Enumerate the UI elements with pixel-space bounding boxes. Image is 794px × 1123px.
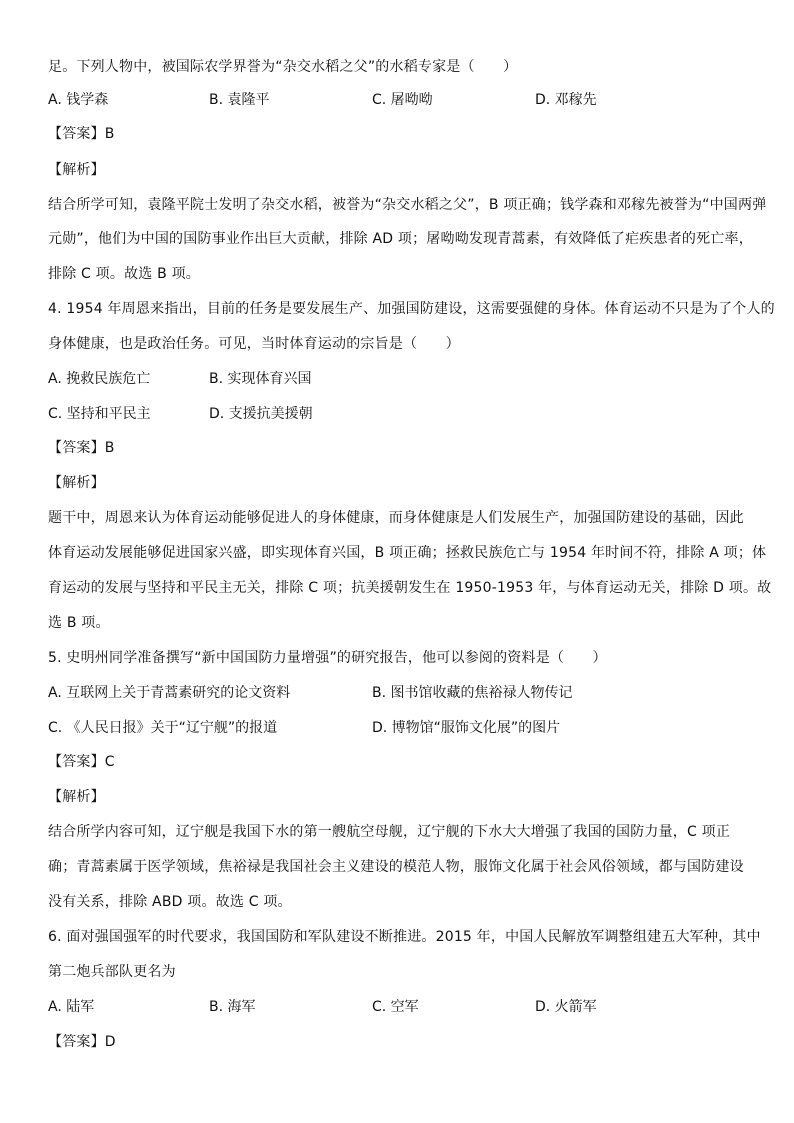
q3-analysis-line: 元勋”，他们为中国的国防事业作出巨大贡献，排除 AD 项；屠呦呦发现青蒿素，有效降低了疟疾患者的死亡率， [48, 231, 753, 247]
q4-analysis-line: 选 B 项。 [48, 615, 110, 631]
q3-option-c: C. 屠呦呦 [372, 92, 433, 108]
q3-option-d: D. 邓稼先 [535, 92, 597, 108]
q6-stem-line: 第二炮兵部队更名为 [48, 964, 176, 980]
q4-option-c: C. 坚持和平民主 [48, 406, 151, 422]
q6-answer: 【答案】D [48, 1034, 116, 1050]
q5-analysis-label: 【解析】 [48, 789, 105, 805]
q3-stem-tail: 足。下列人物中，被国际农学界誉为“杂交水稻之父”的水稻专家是（ ） [48, 59, 518, 75]
q4-stem-line: 身体健康，也是政治任务。可见，当时体育运动的宗旨是（ ） [48, 336, 460, 352]
q5-answer: 【答案】C [48, 754, 115, 770]
q5-analysis-line: 确；青蒿素属于医学领域，焦裕禄是我国社会主义建设的模范人物，服饰文化属于社会风俗领域，都与国防建设 [48, 859, 744, 875]
q6-option-a: A. 陆军 [48, 999, 95, 1015]
q3-analysis-label: 【解析】 [48, 162, 105, 178]
q3-option-a: A. 钱学森 [48, 92, 109, 108]
q6-stem-line: 6. 面对强国强军的时代要求，我国国防和军队建设不断推进。2015 年，中国人民解放军调整组建五大军种，其中 [48, 929, 761, 945]
q5-stem: 5. 史明州同学准备撰写“新中国国防力量增强”的研究报告，他可以参阅的资料是（ ） [48, 650, 607, 666]
q5-option-b: B. 图书馆收藏的焦裕禄人物传记 [372, 685, 573, 701]
q5-analysis-line: 结合所学内容可知，辽宁舰是我国下水的第一艘航空母舰，辽宁舰的下水大大增强了我国的国防力量，C 项正 [48, 824, 731, 840]
q6-option-d: D. 火箭军 [535, 999, 597, 1015]
q5-option-d: D. 博物馆“服饰文化展”的图片 [372, 720, 561, 736]
q6-option-c: C. 空军 [372, 999, 419, 1015]
q3-analysis-line: 排除 C 项。故选 B 项。 [48, 266, 200, 282]
q4-stem-line: 4. 1954 年周恩来指出，目前的任务是要发展生产、加强国防建设，这需要强健的身体。体育运动不只是为了个人的 [48, 301, 775, 317]
q4-analysis-line: 体育运动发展能够促进国家兴盛，即实现体育兴国，B 项正确；拯救民族危亡与 1954 年时间不符，排除 A 项；体 [48, 545, 767, 561]
q4-option-b: B. 实现体育兴国 [209, 371, 312, 387]
q6-option-b: B. 海军 [209, 999, 256, 1015]
q5-option-c: C. 《人民日报》关于“辽宁舰”的报道 [48, 720, 278, 736]
q5-analysis-line: 没有关系，排除 ABD 项。故选 C 项。 [48, 894, 292, 910]
q3-analysis-line: 结合所学可知，袁隆平院士发明了杂交水稻，被誉为“杂交水稻之父”，B 项正确；钱学森和邓稼先被誉为“中国两弹 [48, 197, 767, 213]
q4-analysis-label: 【解析】 [48, 475, 105, 491]
q4-answer: 【答案】B [48, 440, 115, 456]
q4-option-d: D. 支援抗美援朝 [209, 406, 313, 422]
q4-analysis-line: 育运动的发展与坚持和平民主无关，排除 C 项；抗美援朝发生在 1950-1953 年，与体育运动无关，排除 D 项。故 [48, 580, 772, 596]
q3-option-b: B. 袁隆平 [209, 92, 270, 108]
q4-analysis-line: 题干中，周恩来认为体育运动能够促进人的身体健康，而身体健康是人们发展生产，加强国防建设的基础，因此 [48, 510, 744, 526]
q5-option-a: A. 互联网上关于青蒿素研究的论文资料 [48, 685, 291, 701]
q4-option-a: A. 挽救民族危亡 [48, 371, 151, 387]
q3-answer: 【答案】B [48, 126, 115, 142]
